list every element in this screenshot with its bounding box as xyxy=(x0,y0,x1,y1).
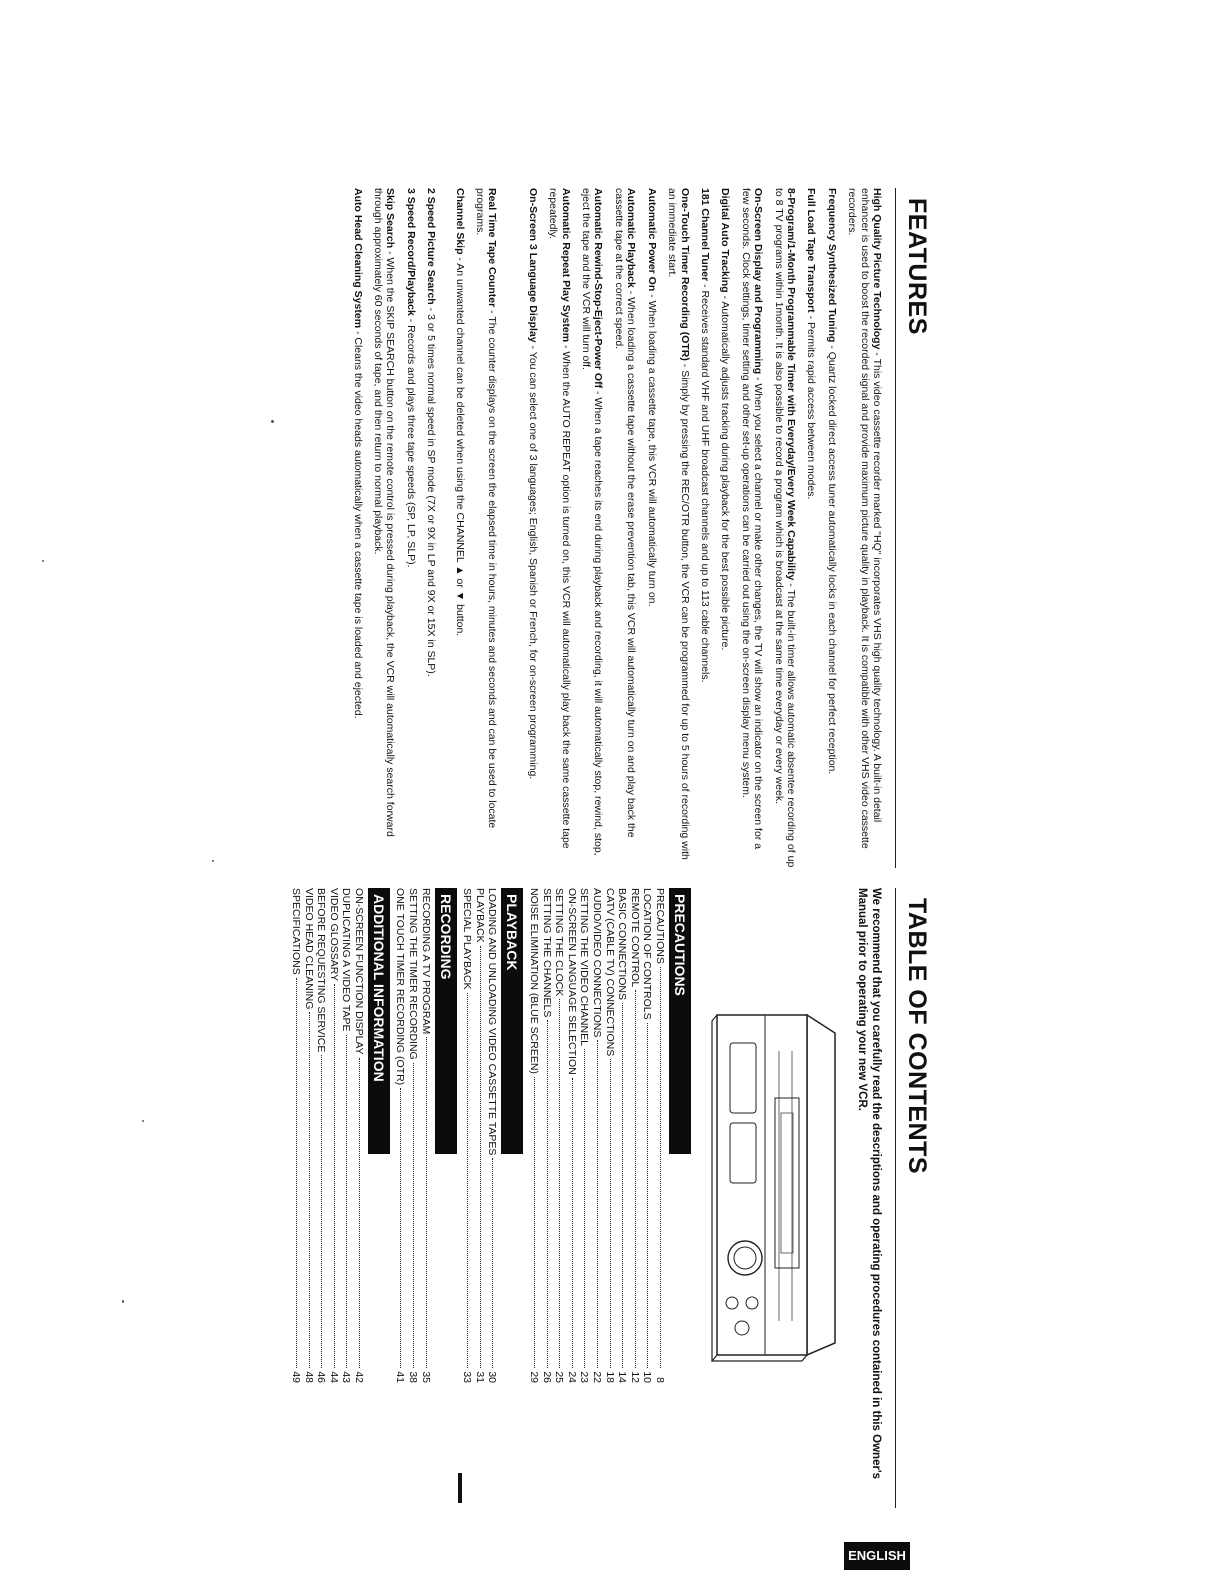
feature-title: Automatic Repeat Play System xyxy=(559,188,572,343)
feature-description: - When the AUTO REPEAT option is turned on, this VCR will automatically play back the same cassette tape repeatedly. xyxy=(547,188,572,849)
toc-entry-label: SETTING THE CHANNELS xyxy=(540,888,553,1018)
toc-entry-page: 31 xyxy=(473,1371,486,1383)
toc-leader-dots xyxy=(480,946,481,1368)
toc-entry-page: 33 xyxy=(461,1371,474,1383)
toc-leader-dots xyxy=(467,993,468,1368)
toc-entry[interactable] xyxy=(653,888,666,1383)
toc-leader-dots xyxy=(296,978,297,1368)
toc-section-header: RECORDING xyxy=(435,888,457,1154)
toc-entry-page: 22 xyxy=(591,1371,604,1383)
toc-leader-dots xyxy=(413,1063,414,1368)
toc-entry[interactable] xyxy=(340,888,353,1383)
vcr-drawing xyxy=(697,1003,847,1363)
feature-description: - When the SKIP SEARCH button on the remote control is pressed during playback, the VCR will automatically search forward through approximately 60 seconds of tape, and then return to normal playback. xyxy=(372,188,397,837)
toc-entry[interactable] xyxy=(289,888,302,1383)
toc-entry-page: 35 xyxy=(419,1371,432,1383)
toc-entry[interactable] xyxy=(540,888,553,1383)
feature-description: - You can select one of 3 languages; English, Spanish or French, for on-screen programming. xyxy=(526,342,539,780)
feature-title: 181 Channel Tuner xyxy=(698,188,711,282)
toc-entry-label: SPECIAL PLAYBACK xyxy=(461,888,474,990)
toc-entry-page: 25 xyxy=(553,1371,566,1383)
toc-leader-dots xyxy=(622,1003,623,1368)
toc-entry[interactable] xyxy=(553,888,566,1383)
toc-entry-page: 26 xyxy=(540,1371,553,1383)
toc-entry-label: ON-SCREEN FUNCTION DISPLAY xyxy=(352,888,365,1055)
scan-speck xyxy=(142,1120,144,1122)
toc-entry-label: DUPLICATING A VIDEO TAPE xyxy=(340,888,353,1032)
toc-entry-page: 8 xyxy=(654,1377,666,1383)
toc-section-header: PLAYBACK xyxy=(501,888,523,1154)
toc-entry-page: 18 xyxy=(603,1371,616,1383)
toc-entry-page: 12 xyxy=(628,1371,641,1383)
toc-entry-label: CATV (CABLE TV) CONNECTIONS xyxy=(603,888,616,1057)
toc-leader-dots xyxy=(572,1078,573,1368)
feature-item xyxy=(613,188,638,868)
feature-item xyxy=(351,188,363,868)
feature-description: - The built-in timer allows automatic absentee recording of up to 8 TV programs within 1month. It is also possible to record a program which is broadcast at the same time everyday or every week. xyxy=(772,188,797,868)
toc-entry[interactable] xyxy=(527,888,540,1383)
toc-title: TABLE OF CONTENTS xyxy=(903,898,931,1175)
feature-description: - Permits rapid access between modes. xyxy=(805,312,818,500)
toc-entry[interactable] xyxy=(603,888,616,1383)
toc-entry-page: 49 xyxy=(289,1371,302,1383)
toc-section xyxy=(527,888,691,1508)
toc-entry-page: 30 xyxy=(486,1371,499,1383)
feature-title: One-Touch Timer Recording (OTR) xyxy=(678,188,691,361)
feature-title: Automatic Rewind-Stop-Eject-Power Off xyxy=(592,188,605,389)
toc-entry[interactable] xyxy=(628,888,641,1383)
feature-item xyxy=(699,188,711,868)
toc-entry-label: SETTING THE VIDEO CHANNEL xyxy=(578,888,591,1046)
features-rule xyxy=(895,188,896,868)
feature-item xyxy=(474,188,499,868)
toc-entry[interactable] xyxy=(352,888,365,1383)
toc-entry-label: LOADING AND UNLOADING VIDEO CASSETTE TAPES xyxy=(486,888,499,1156)
feature-title: Automatic Playback xyxy=(625,188,638,288)
feature-title: Full Load Tape Transport xyxy=(805,188,818,313)
toc-entry[interactable] xyxy=(315,888,328,1383)
toc-entry[interactable] xyxy=(590,888,603,1383)
feature-item xyxy=(805,188,817,868)
toc-entry[interactable] xyxy=(565,888,578,1383)
feature-description: - Automatically adjusts tracking during playback for the best possible picture. xyxy=(719,292,732,651)
toc-entry[interactable] xyxy=(419,888,432,1383)
feature-title: 8-Program/1-Month Programmable Timer with Everyday/Every Week Capability xyxy=(784,188,797,581)
feature-item xyxy=(666,188,691,868)
vcr-illustration xyxy=(697,1003,847,1363)
toc-entry-label: SPECIFICATIONS xyxy=(289,888,302,975)
toc-leader-dots xyxy=(309,1012,310,1368)
toc-leader-dots xyxy=(359,1058,360,1368)
toc-leader-dots xyxy=(534,1077,535,1368)
feature-item xyxy=(580,188,605,868)
feature-description: - When a tape reaches its end during playback and recording, it will automatically stop, rewind, stop, eject the tape and the VCR will turn off. xyxy=(580,188,605,856)
feature-title: Auto Head Cleaning System xyxy=(351,188,364,329)
toc-entry-page: 29 xyxy=(528,1371,541,1383)
toc-entry-label: AUDIO/VIDEO CONNECTIONS xyxy=(591,888,604,1038)
toc-entry-label: ON-SCREEN LANGUAGE SELECTION xyxy=(565,888,578,1075)
toc-entry-page: 43 xyxy=(340,1371,353,1383)
toc-entry-label: BASIC CONNECTIONS xyxy=(616,888,629,1001)
feature-title: 3 Speed Record/Playback xyxy=(404,188,417,316)
toc-entry-page: 48 xyxy=(302,1371,315,1383)
toc-leader-dots xyxy=(547,1020,548,1368)
toc-entry-label: PRECAUTIONS xyxy=(654,888,666,964)
toc-entry-page: 42 xyxy=(352,1371,365,1383)
toc-entry-label: LOCATION OF CONTROLS xyxy=(641,888,654,1020)
feature-description: - This video cassette recorder marked "HQ" incorporates VHS high quality technology. A built-in detail enhancer is used to boost the recorded signal and provide maximum picture quality in playback. It is compatible with other VHS video cassette recorders. xyxy=(846,188,883,849)
features-list xyxy=(351,188,883,868)
toc-entry-label: PLAYBACK xyxy=(473,888,486,943)
feature-description: - When you select a channel or make other changes, the TV will show an indicator on the screen for a few seconds. Clock settings, timer setting and other set-up operations can be carried out using the on-screen display menu system. xyxy=(739,188,765,850)
toc-section-header: ADDITIONAL INFORMATION xyxy=(368,888,390,1154)
toc-leader-dots xyxy=(492,1158,493,1368)
toc-entry-label: SETTING THE CLOCK xyxy=(553,888,566,997)
toc-entry[interactable] xyxy=(578,888,591,1383)
feature-title: Real Time Tape Counter xyxy=(486,188,499,308)
toc-leader-dots xyxy=(660,967,661,1368)
toc-leader-dots xyxy=(426,1037,427,1368)
toc-leader-dots xyxy=(584,1049,585,1368)
scan-speck xyxy=(122,1300,124,1303)
toc-entry-page: 24 xyxy=(565,1371,578,1383)
toc-entry[interactable] xyxy=(407,888,420,1383)
feature-title: High Quality Picture Technology xyxy=(871,188,883,350)
toc-entry[interactable] xyxy=(461,888,474,1383)
toc-entry-label: NOISE ELIMINATION (BLUE SCREEN) xyxy=(528,888,541,1074)
feature-item xyxy=(372,188,397,868)
feature-item xyxy=(739,188,764,868)
feature-description: - Cleans the video heads automatically when a cassette tape is loaded and ejected. xyxy=(351,328,364,719)
toc-section xyxy=(394,888,457,1508)
feature-title: On-Screen Display and Programming xyxy=(752,188,765,375)
toc-entry[interactable] xyxy=(302,888,315,1383)
margin-mark xyxy=(458,1473,462,1503)
toc-entry-page: 44 xyxy=(327,1371,340,1383)
feature-item xyxy=(547,188,572,868)
feature-description: - Quartz locked direct access tuner automatically locks in each channel for perfect reception. xyxy=(825,342,838,775)
toc-rule xyxy=(895,888,896,1508)
toc-entry[interactable] xyxy=(616,888,629,1383)
feature-item xyxy=(846,188,883,868)
toc-leader-dots xyxy=(346,1035,347,1368)
toc-leader-dots xyxy=(597,1040,598,1368)
toc-section xyxy=(461,888,524,1508)
feature-title: 2 Speed Picture Search xyxy=(425,188,438,305)
feature-item xyxy=(772,188,797,868)
toc-entry[interactable] xyxy=(641,888,654,1383)
toc-leader-dots xyxy=(559,999,560,1368)
toc-entry-page: 14 xyxy=(616,1371,629,1383)
feature-description: - 3 or 5 times normal speed in SP mode (7X or 9X in LP and 9X or 15X in SLP). xyxy=(425,304,438,677)
toc-entry[interactable] xyxy=(473,888,486,1383)
scan-speck xyxy=(42,560,44,562)
toc-entry-label: REMOTE CONTROL xyxy=(628,888,641,988)
toc-entry-page: 10 xyxy=(641,1371,654,1383)
toc-entry[interactable] xyxy=(394,888,407,1383)
feature-item xyxy=(453,188,465,868)
feature-description: - Simply by pressing the REC/OTR button, the VCR can be programmed for up to 5 hours of recording with an immediate start. xyxy=(666,188,691,860)
toc-entry-label: BEFORE REQUESTING SERVICE xyxy=(315,888,328,1053)
toc-leader-dots xyxy=(635,990,636,1368)
feature-description: - When loading a cassette tape without the erase prevention tab, this VCR will automatically turn on and play back the cassette tape at the correct speed. xyxy=(612,188,638,838)
toc-entry-page: 46 xyxy=(315,1371,328,1383)
feature-title: On-Screen 3 Language Display xyxy=(526,188,539,343)
feature-description: - An unwanted channel can be deleted when using the CHANNEL ▲ or ▼ button. xyxy=(453,254,466,637)
feature-item xyxy=(645,188,657,868)
toc-entry[interactable] xyxy=(327,888,340,1383)
toc-section-header: PRECAUTIONS xyxy=(669,888,691,1154)
toc-sections xyxy=(289,888,691,1508)
toc-column xyxy=(285,888,929,1508)
toc-leader-dots xyxy=(321,1055,322,1368)
toc-entry-label: VIDEO HEAD CLEANING xyxy=(302,888,315,1010)
feature-title: Frequency Synthesized Tuning xyxy=(825,188,838,343)
feature-item xyxy=(825,188,837,868)
feature-item xyxy=(404,188,416,868)
toc-entry-label: VIDEO GLOSSARY xyxy=(327,888,340,982)
toc-entry-label: SETTING THE TIMER RECORDING xyxy=(407,888,420,1060)
toc-entry-label: ONE TOUCH TIMER RECORDING (OTR) xyxy=(394,888,407,1086)
feature-description: - Receives standard VHF and UHF broadcast channels and up to 113 cable channels. xyxy=(698,281,711,683)
toc-entry-page: 23 xyxy=(578,1371,591,1383)
feature-item xyxy=(719,188,731,868)
toc-entry-page: 38 xyxy=(407,1371,420,1383)
toc-leader-dots xyxy=(610,1059,611,1368)
toc-intro: We recommend that you carefully read the descriptions and operating procedures contained in this Owner's Manual prior to operating your new VCR. xyxy=(856,888,882,1480)
feature-title: Digital Auto Tracking xyxy=(719,188,732,293)
toc-section xyxy=(289,888,390,1508)
scan-speck xyxy=(271,420,274,423)
features-column xyxy=(343,188,929,868)
feature-description: - Records and plays three tape speeds (SP, LP, SLP). xyxy=(404,315,417,568)
feature-title: Skip Search xyxy=(384,188,397,249)
feature-title: Automatic Power On xyxy=(645,188,658,292)
toc-entry[interactable] xyxy=(486,888,499,1383)
feature-description: - The counter displays on the screen the elapsed time in hours, minutes and seconds and can be used to locate programs. xyxy=(474,188,499,829)
language-badge: ENGLISH xyxy=(844,1542,910,1570)
toc-leader-dots xyxy=(401,1088,402,1368)
feature-title: Channel Skip xyxy=(453,188,466,255)
features-title: FEATURES xyxy=(903,198,931,335)
feature-item xyxy=(526,188,538,868)
feature-description: - When loading a cassette tape, this VCR will automatically turn on. xyxy=(645,291,658,607)
feature-item xyxy=(425,188,437,868)
toc-entry-page: 41 xyxy=(394,1371,407,1383)
toc-leader-dots xyxy=(334,984,335,1368)
toc-entry-label: RECORDING A TV PROGRAM xyxy=(419,888,432,1035)
scan-speck xyxy=(212,860,214,862)
toc-leader-dots xyxy=(647,1023,648,1368)
